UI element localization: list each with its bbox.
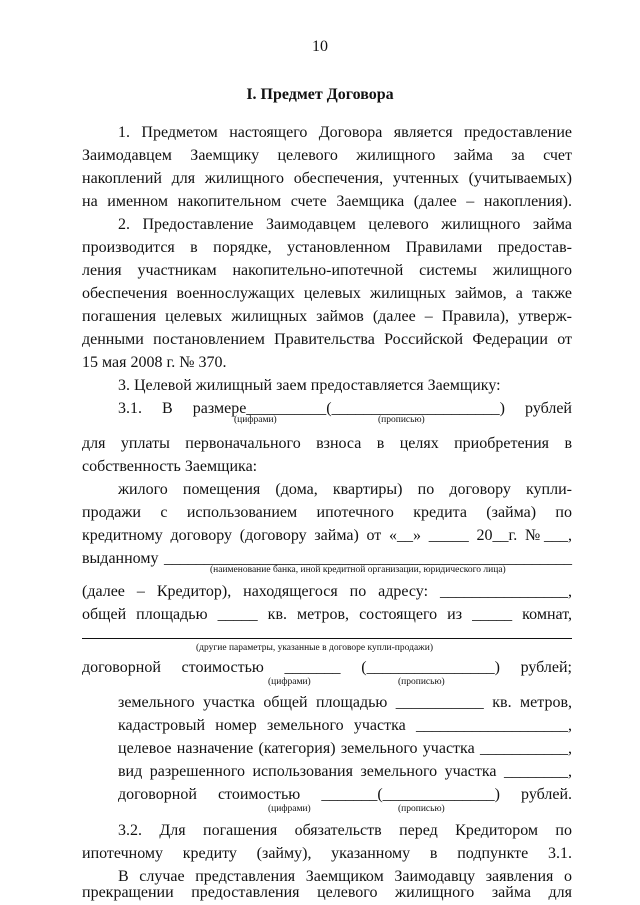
text-line: обеспечения военнослужащих целевых жилищных займов, а также [82, 285, 572, 302]
text-line: погашения целевых жилищных займов (далее – Правила), утверж- [82, 308, 572, 325]
text-line: 1. Предметом настоящего Договора является предоставление [118, 124, 572, 141]
text-line: (далее – Кредитор), находящегося по адресу: ________________, [82, 583, 572, 600]
text-line: прекращении предоставления целевого жилищного займа для [82, 884, 572, 901]
text-line: для уплаты первоначального взноса в целях приобретения в [82, 435, 572, 452]
text-line: ипотечному кредиту (займу), указанному в подпункте 3.1. [82, 845, 572, 862]
text-line: 2. Предоставление Заимодавцем целевого жилищного займа [118, 216, 572, 233]
caption-digits: (цифрами) [234, 415, 277, 425]
text-line: на именном накопительном счете Заемщика (далее – накопления). [82, 193, 572, 210]
text-line: целевое назначение (категория) земельного участка ___________, [118, 740, 572, 757]
text-line: кредитному договору (договору займа) от «__» _____ 20__г. №___, [82, 527, 572, 544]
text-line: 3.1. В размере__________(_____________________) рублей [118, 400, 572, 417]
text-line: ления участникам накопительно-ипотечной системы жилищного [82, 262, 572, 279]
caption-words: (прописью) [398, 804, 445, 814]
caption-digits: (цифрами) [268, 677, 311, 687]
text-line: 3. Целевой жилищный заем предоставляется Заемщику: [118, 377, 501, 394]
text-line: общей площадью _____ кв. метров, состоящего из _____ комнат, [82, 606, 572, 623]
text-line: денными постановлением Правительства Российской Федерации от [82, 331, 572, 348]
text-line: В случае представления Заемщиком Заимодавцу заявления о [118, 868, 572, 885]
text-line: 15 мая 2008 г. № 370. [82, 354, 227, 371]
caption-digits: (цифрами) [268, 804, 311, 814]
caption-words: (прописью) [378, 415, 425, 425]
text-line: договорной стоимостью _______ (________________) рублей; [82, 659, 572, 676]
text-line: собственность Заемщика: [82, 458, 258, 475]
text-line: жилого помещения (дома, квартиры) по договору купли- [118, 481, 572, 498]
caption-bank-name: (наименование банка, иной кредитной организации, юридического лица) [210, 565, 506, 575]
text-line: земельного участка общей площадью ___________ кв. метров, [118, 694, 572, 711]
caption-other-params: (другие параметры, указанные в договоре купли-продажи) [196, 643, 433, 653]
caption-words: (прописью) [398, 677, 445, 687]
text-line: 3.2. Для погашения обязательств перед Кредитором по [118, 822, 572, 839]
fill-in-rule [82, 638, 572, 639]
text-line: производится в порядке, установленном Правилами предостав- [82, 239, 572, 256]
text-line: накоплений для жилищного обеспечения, учтенных (учитываемых) [82, 170, 572, 187]
text-line: вид разрешенного использования земельного участка ________, [118, 763, 572, 780]
section-title: I. Предмет Договора [246, 86, 394, 103]
text-line: выданному ___________________________________________________ [82, 550, 572, 567]
text-line: кадастровый номер земельного участка ___________________, [118, 717, 572, 734]
page-number: 10 [312, 38, 328, 55]
text-line: продажи с использованием ипотечного кредита (займа) по [82, 504, 572, 521]
text-line: договорной стоимостью _______(______________) рублей. [118, 786, 572, 803]
text-line: Заимодавцем Заемщику целевого жилищного займа за счет [82, 147, 572, 164]
